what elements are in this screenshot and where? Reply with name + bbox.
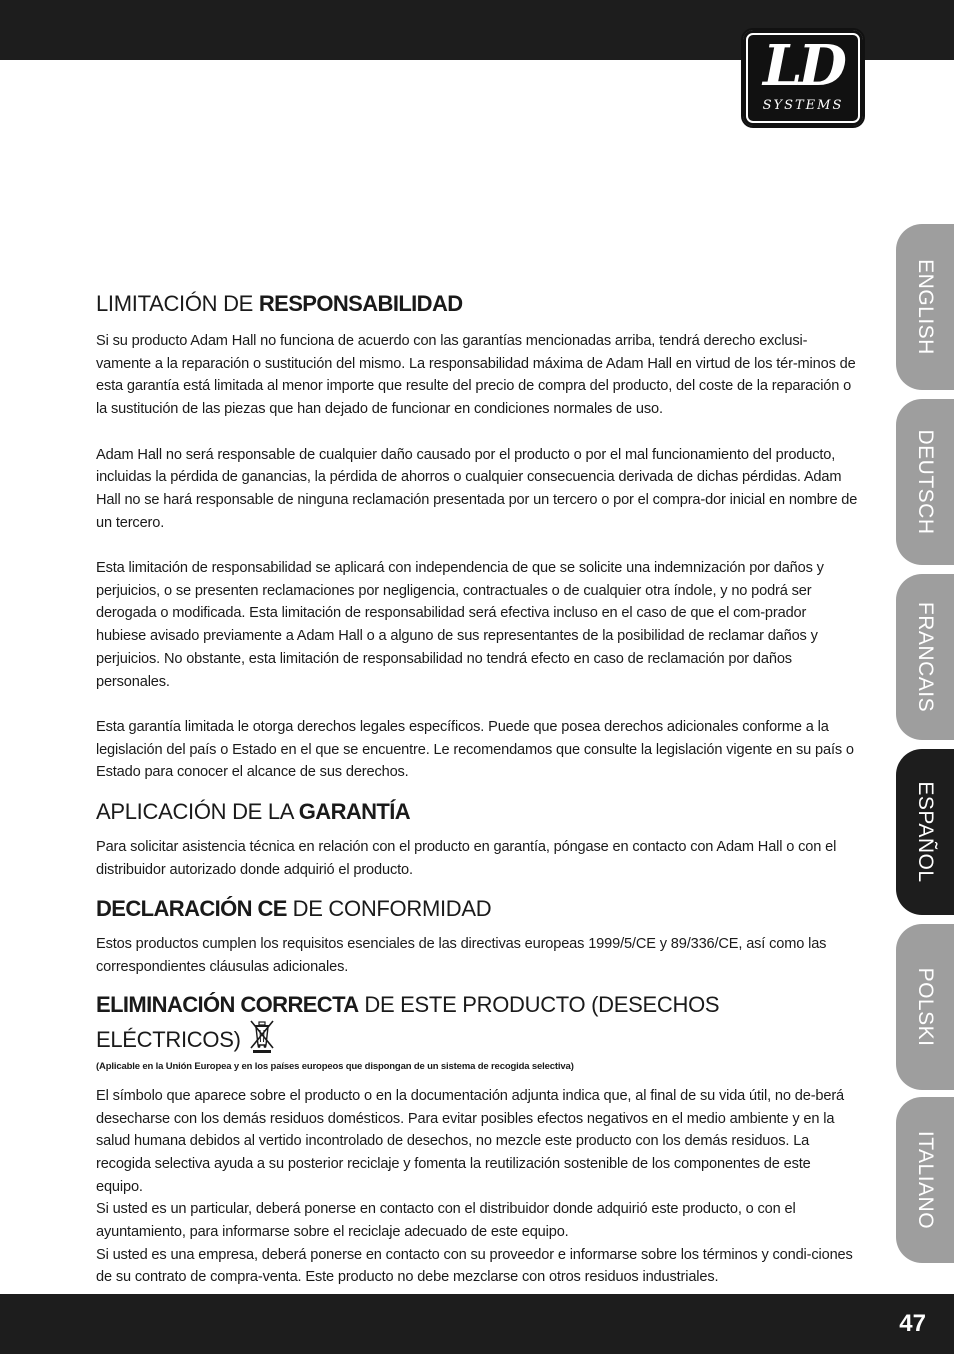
tab-francais[interactable]: [896, 574, 954, 740]
tab-italiano[interactable]: [896, 1097, 954, 1263]
conformity-heading: DECLARACIÓN CE DE CONFORMIDAD: [96, 896, 492, 922]
tab-label: ESPAÑOL: [914, 781, 937, 883]
weee-crossed-bin-icon: [247, 1019, 277, 1060]
page-content: [96, 290, 860, 1289]
liability-heading: LIMITACIÓN DE RESPONSABILIDAD: [96, 291, 463, 316]
bottom-bar: [0, 1294, 954, 1354]
warranty-paragraph: Para solicitar asistencia técnica en relación con el producto en garantía, póngase en contacto con Adam Hall o con el distribuidor autorizado donde adquirió el producto.: [96, 839, 837, 878]
disposal-subtitle: (Aplicable en la Unión Europea y en los países europeos que dispongan de un sistema de recogida selectiva): [96, 1060, 574, 1072]
tab-label: DEUTSCH: [914, 429, 937, 535]
warranty-heading: APLICACIÓN DE LA GARANTÍA: [96, 799, 411, 825]
disposal-paragraph: Si usted es un particular, deberá ponerse en contacto con el distribuidor donde adquirió este producto, o con el ayuntamiento, para informarse sobre el reciclaje adecuado de este equipo.: [96, 1201, 796, 1241]
liability-paragraph: Si su producto Adam Hall no funciona de acuerdo con las garantías mencionadas arriba, tendrá derecho exclusi-vamente a la reparación o sustitución del mismo. La responsabilidad máxima de Adam Hall en virtud de los tér-minos de esta garantía está limitada al menor importe que resulte del precio de compra del producto, del coste de la reparación o la sustitución de las piezas que han dejado de funcionar en condiciones normales de uso.: [96, 333, 856, 418]
liability-paragraph: Esta limitación de responsabilidad se aplicará con independencia de que se solicite una indemnización por daños y perjuicios, o se presenten reclamaciones por negligencia, contractuales o de cualquier otra índole, y no podrá ser derogada o modificada. Esta limitación de responsabilidad será efectiva incluso en el caso de que el com-prador hubiese avisado previamente a Adam Hall o a alguno de sus representantes de la posibilidad de reclamar daños y perjuicios. No obstante, esta limitación de responsabilidad no tendrá efecto en caso de reclamación por daños personales.: [96, 560, 824, 690]
logo-sub-text: SYSTEMS: [762, 98, 844, 113]
tab-deutsch[interactable]: [896, 399, 954, 565]
tab-label: ENGLISH: [914, 259, 937, 355]
tab-label: FRANCAIS: [914, 601, 937, 713]
tab-label: ITALIANO: [914, 1130, 937, 1230]
liability-paragraph: Adam Hall no será responsable de cualquier daño causado por el producto o por el mal funcionamiento del producto, incluidas la pérdida de ganancias, la pérdida de ahorros o cualquier consecuencia derivada de dichas pérdidas. Adam Hall no se hará responsable de ninguna reclamación presentada por un tercero o por el compra-dor inicial en nombre de un tercero.: [96, 446, 858, 531]
page-number: 47: [899, 1310, 926, 1337]
disposal-paragraph: El símbolo que aparece sobre el producto o en la documentación adjunta indica que, al final de su vida útil, no de-berá desecharse con los demás residuos domésticos. Para evitar posibles efectos negativos en el medio ambiente y en la salud humana debidos al vertido incontrolado de desechos, no mezcle este producto con los demás residuos. La recogida selectiva ayuda a su posterior reciclaje y fomenta la reutilización sostenible de los componentes de este equipo.: [96, 1087, 845, 1195]
conformity-paragraph: Estos productos cumplen los requisitos esenciales de las directivas europeas 1999/5/CE y 89/336/CE, así como las correspondientes cláusulas adicionales.: [96, 936, 827, 976]
logo-main-text: LD: [763, 33, 843, 99]
tab-polski[interactable]: [896, 924, 954, 1090]
ld-systems-logo: [741, 28, 865, 128]
liability-paragraph: Esta garantía limitada le otorga derechos legales específicos. Puede que posea derechos adicionales conforme a la legislación del país o Estado en el que se encuentre. Le recomendamos que consulte la legislación vigente en su país o Estado para conocer el alcance de sus derechos.: [96, 718, 854, 781]
disposal-paragraph: Si usted es una empresa, deberá ponerse en contacto con su proveedor e informarse sobre los términos y condi-ciones de su contrato de compra-venta. Este producto no debe mezclarse con otros residuos industriales.: [96, 1246, 853, 1286]
disposal-heading: ELIMINACIÓN CORRECTA DE ESTE PRODUCTO (DESECHOS ELÉCTRICOS): [96, 991, 860, 1060]
tab-espanol[interactable]: [896, 749, 954, 915]
tab-label: POLSKI: [914, 967, 937, 1047]
tab-english[interactable]: [896, 224, 954, 390]
